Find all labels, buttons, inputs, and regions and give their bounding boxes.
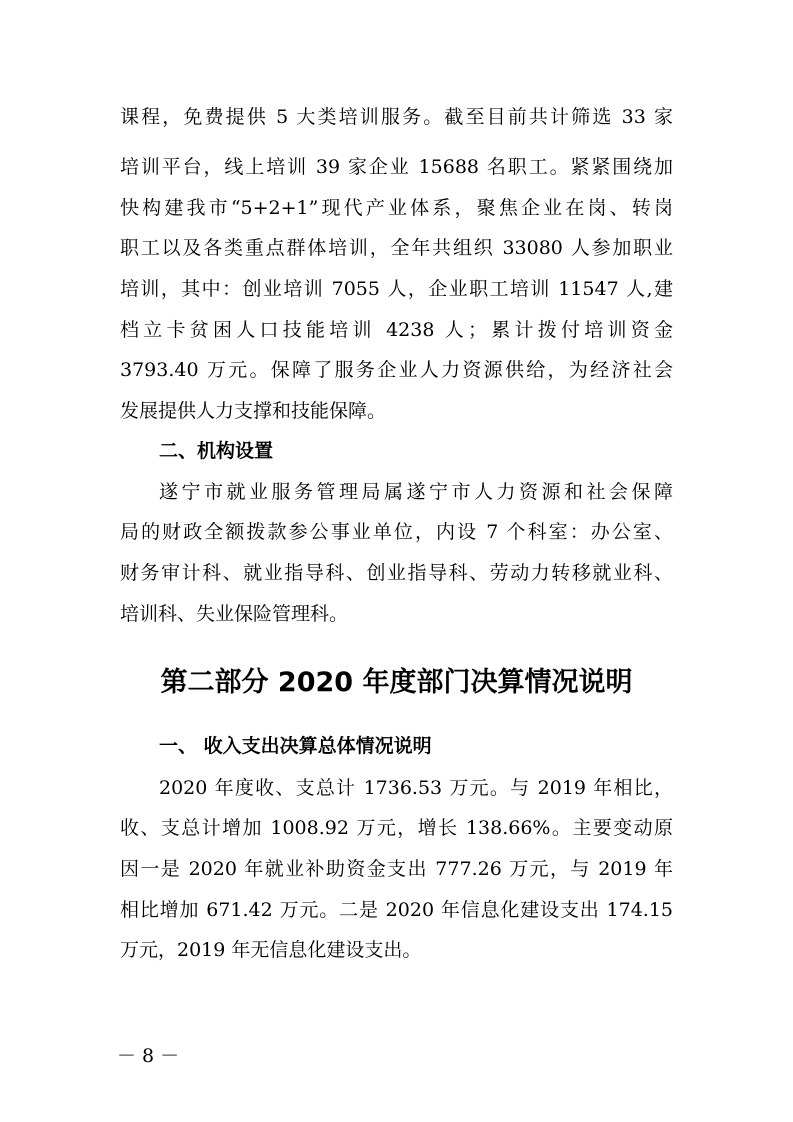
paragraph-line: 职工以及各类重点群体培训，全年共组织 33080 人参加职业 — [120, 237, 673, 259]
paragraph-line: 3793.40 万元。保障了服务企业人力资源供给，为经济社会 — [120, 359, 673, 381]
paragraph-line: 遂宁市就业服务管理局属遂宁市人力资源和社会保障 — [159, 481, 673, 503]
paragraph-line: 因一是 2020 年就业补助资金支出 777.26 万元，与 2019 年 — [120, 858, 673, 880]
paragraph-line: 2020 年度收、支总计 1736.53 万元。与 2019 年相比， — [159, 777, 673, 799]
paragraph-line: 相比增加 671.42 万元。二是 2020 年信息化建设支出 174.15 — [120, 899, 673, 921]
paragraph-line: 档立卡贫困人口技能培训 4238 人；累计拨付培训资金 — [120, 319, 673, 341]
paragraph-line: 发展提供人力支撑和技能保障。 — [120, 400, 387, 422]
paragraph-line: 快构建我市“5+2+1”现代产业体系，聚焦企业在岗、转岗 — [120, 197, 673, 219]
paragraph-line: 培训平台，线上培训 39 家企业 15688 名职工。紧紧围绕加 — [120, 156, 673, 178]
paragraph-line: 局的财政全额拨款参公事业单位，内设 7 个科室：办公室、 — [120, 521, 673, 543]
section-heading: 二、机构设置 — [159, 440, 274, 462]
paragraph-line: 培训，其中：创业培训 7055 人，企业职工培训 11547 人,建 — [120, 278, 673, 300]
section-heading: 一、 收入支出决算总体情况说明 — [159, 735, 432, 757]
paragraph-line: 培训科、失业保险管理科。 — [120, 603, 349, 625]
paragraph-line: 课程，免费提供 5 大类培训服务。截至目前共计筛选 33 家 — [120, 106, 673, 128]
paragraph-line: 万元，2019 年无信息化建设支出。 — [120, 939, 422, 961]
part-title: 第二部分 2020 年度部门决算情况说明 — [160, 667, 633, 698]
paragraph-line: 收、支总计增加 1008.92 万元，增长 138.66%。主要变动原 — [120, 817, 673, 839]
paragraph-line: 财务审计科、就业指导科、创业指导科、劳动力转移就业科、 — [120, 562, 673, 584]
page-number: － 8 － — [117, 1045, 180, 1067]
